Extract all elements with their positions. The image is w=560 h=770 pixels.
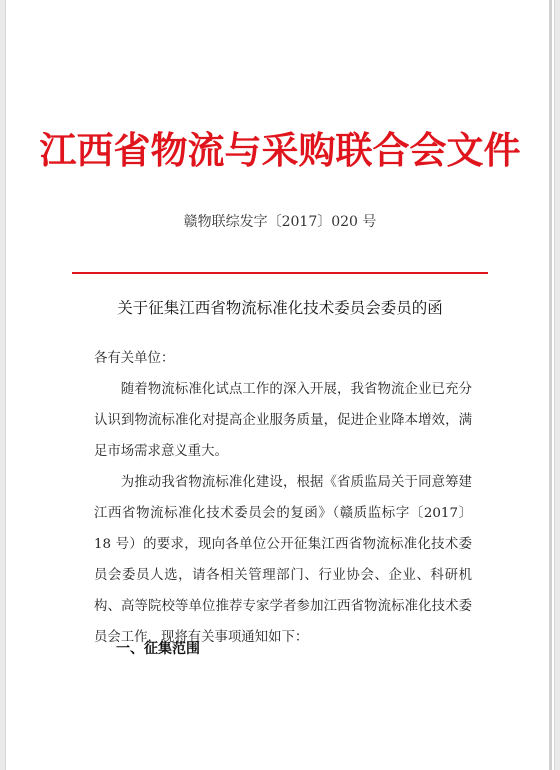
section-heading: 一、征集范围 [116,641,200,657]
document-subject: 关于征集江西省物流标准化技术委员会委员的函 [117,299,443,317]
document-page [6,0,554,770]
body-paragraph: 随着物流标准化试点工作的深入开展，我省物流企业已充分认识到物流标准化对提高企业服务质量，促进企业降本增效，满足市场需求意义重大。 [94,382,472,459]
page-edge [549,0,552,770]
document-red-header: 江西省物流与采购联合会文件 [39,128,521,172]
document-number: 赣物联综发字〔2017〕020 号 [183,214,377,230]
document-body [94,343,472,653]
body-paragraph: 为推动我省物流标准化建设，根据《省质监局关于同意筹建江西省物流标准化技术委员会的复函》（赣质监标字〔2017〕18 号）的要求，现向各单位公开征集江西省物流标准化技术委员会委员人选，请各相关管理部门、行业协会、企业、科研机构、高等院校等单位推荐专家学者参加江西省物流标准化技术委员会工作，现将有关事项通知如下： [94,475,472,645]
salutation: 各有关单位： [94,351,175,366]
red-divider-line [72,272,488,274]
